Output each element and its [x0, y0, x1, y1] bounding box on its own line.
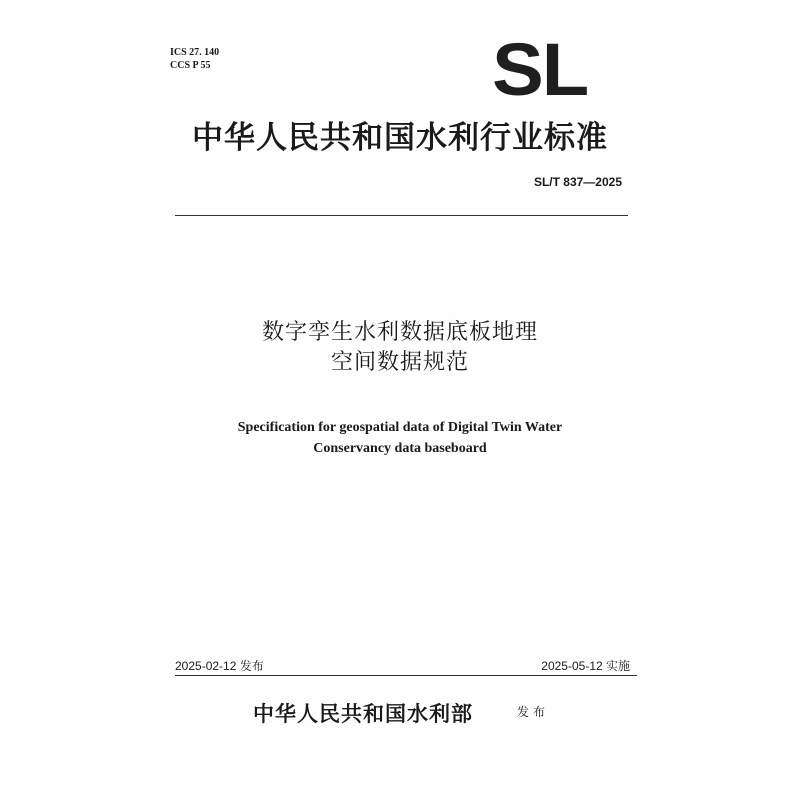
ics-code: ICS 27. 140 — [170, 47, 220, 58]
publisher-name: 中华人民共和国水利部 — [253, 701, 473, 726]
top-divider — [175, 215, 628, 216]
chinese-title-line-1: 数字孪生水利数据底板地理 — [261, 320, 538, 345]
ccs-code: CCS P 55 — [170, 60, 211, 71]
sl-logo-text: SL — [492, 28, 588, 111]
standard-category-title: 中华人民共和国水利行业标准 — [192, 120, 608, 156]
standard-number: SL/T 837—2025 — [533, 175, 622, 189]
bottom-divider — [175, 675, 637, 676]
english-title — [0, 417, 800, 459]
publish-label: 发布 — [517, 705, 550, 719]
implementation-date: 2025-05-12 实施 — [541, 659, 630, 673]
english-title-line-1: Specification for geospatial data of Digital Twin Water — [237, 420, 563, 435]
english-title-line-2: Conservancy data baseboard — [313, 441, 487, 456]
issue-date: 2025-02-12 发布 — [175, 659, 264, 673]
chinese-title — [0, 318, 800, 378]
classification-codes — [170, 46, 219, 72]
sl-logo — [492, 28, 602, 111]
chinese-title-line-2: 空间数据规范 — [330, 350, 469, 375]
